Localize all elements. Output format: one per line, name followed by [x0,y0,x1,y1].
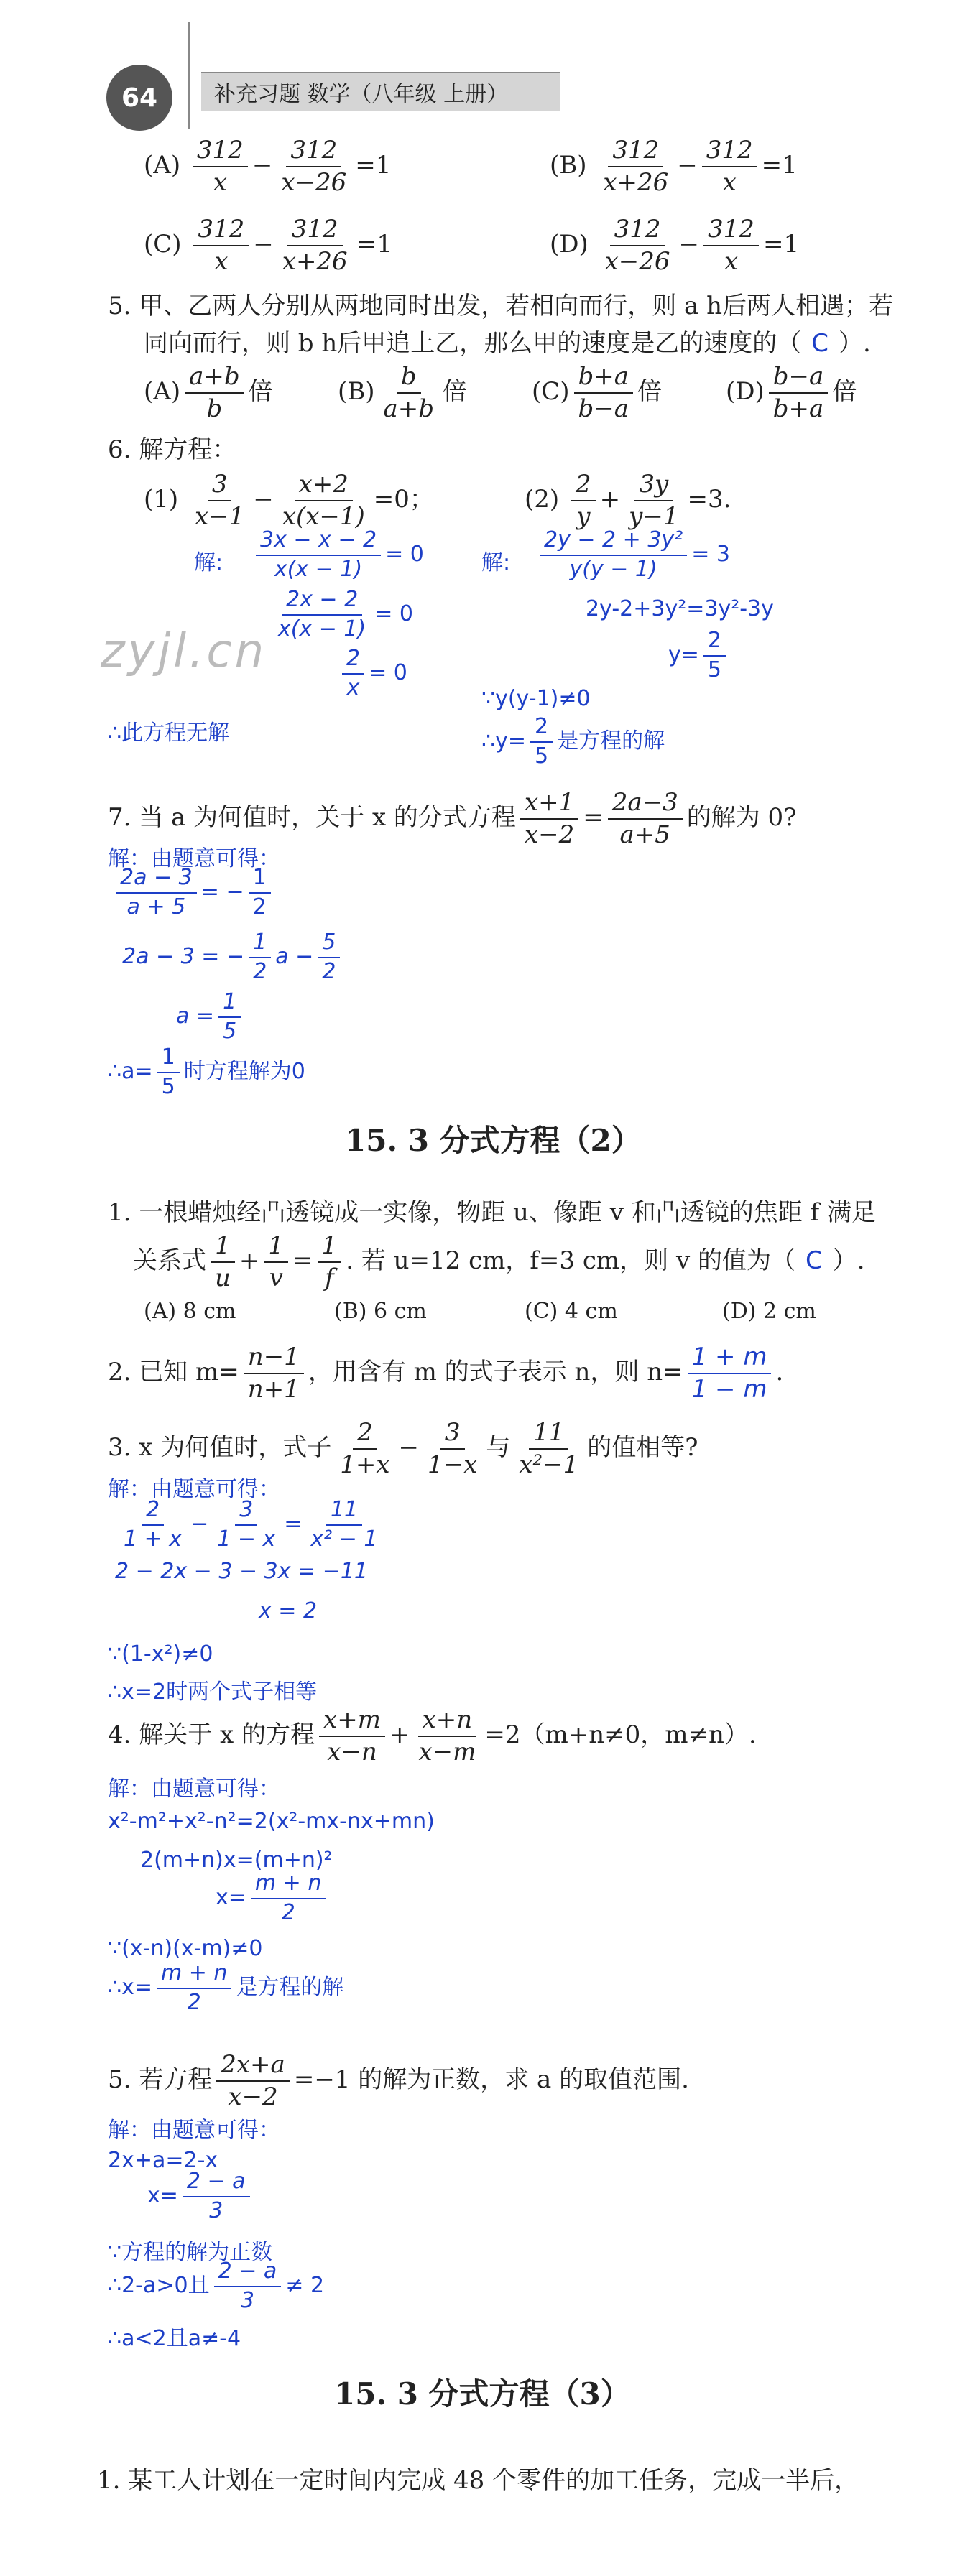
s2-q1-line1: 1. 一根蜡烛经凸透镜成一实像，物距 u、像距 v 和凸透镜的焦距 f 满足 [108,1198,876,1227]
s2-q5-step4: ∴2-a>0且 $\frac{2 - a}{3}$ ≠ 2 [108,2258,325,2313]
q6-s2-jie: 解: [481,550,511,575]
s2-q2: 2. 已知 m= $\frac{n-1}{n+1}$ ，用含有 m 的式子表示 n，则 n= $\frac{1 + m}{1 - m}$ . [108,1343,784,1404]
s2-q3-step3: x = 2 [259,1598,318,1623]
s2-q4-step3: x= $\frac{m + n}{2}$ [216,1871,330,1925]
s2-q3-jie: 解：由题意可得： [108,1477,280,1502]
q5-line2: 同向而行，则 b h后甲追上乙，那么甲的速度是乙的速度的（ C ）. [144,329,871,358]
q4-option-a: (A) $\frac{312}{x}$ − $\frac{312}{x-26}$ =1 [144,136,392,198]
q5-line1: 5. 甲、乙两人分别从两地同时出发，若相向而行，则 a h后两人相遇；若 [108,292,894,320]
q6-part1: (1) $\frac{3}{x-1}$ − $\frac{x+2}{x(x-1)}$ =0； [144,470,434,532]
s2-q5-step2: x= $\frac{2 - a}{3}$ [147,2169,254,2223]
s2-q5-because: ∵方程的解为正数 [108,2240,273,2265]
q5-option-a: (A) $\frac{a+b}{b}$ 倍 [144,362,273,424]
q5-option-d: (D) $\frac{b-a}{b+a}$ 倍 [726,362,857,424]
q6-title: 6. 解方程： [108,435,237,464]
s2-q1-option-c: (C) 4 cm [525,1299,618,1324]
s2-q4-because: ∵(x-n)(x-m)≠0 [108,1936,263,1961]
q7-step3: a = $\frac{1}{5}$ [176,990,245,1044]
q6-s2-step1: $\frac{\text{2y − 2 + 3y²}}{y(y - 1)}$ = 3 [535,528,730,582]
s2-q4-jie: 解：由题意可得： [108,1776,280,1802]
section-title-2: 15. 3 分式方程（2） [345,1123,642,1158]
s2-q3-step1: $\frac{2}{1 + x}$ − $\frac{3}{1 - x}$ = $\frac{11}{\text{x² − 1}}$ [124,1497,378,1552]
s2-q5-step1: 2x+a=2-x [108,2148,218,2173]
section-title-3: 15. 3 分式方程（3） [334,2376,631,2411]
q6-s2-step2: 2y-2+3y²=3y²-3y [586,596,774,621]
q6-s1-jie: 解: [194,550,223,575]
s2-q5-conclusion: ∴a<2且a≠-4 [108,2326,241,2351]
s2-q3-conclusion: ∴x=2时两个式子相等 [108,1680,318,1705]
s2-q5-question: 5. 若方程 $\frac{2x+a}{x-2}$ =−1 的解为正数，求 a 的取值范围. [108,2050,689,2112]
header-title: 补充习题 数学（八年级 上册） [201,72,560,111]
q6-s2-because: ∵y(y-1)≠0 [481,686,591,711]
s2-q5-jie: 解：由题意可得： [108,2118,280,2143]
s2-q3-question: 3. x 为何值时，式子 $\frac{2}{1+x}$ − $\frac{3}{1-x}$ 与 $\frac{11}{\text{x²−1}}$ 的值相等? [108,1418,698,1480]
s2-q1-option-a: (A) 8 cm [144,1299,236,1324]
q7-jie: 解：由题意可得： [108,846,280,871]
s2-q4-conclusion: ∴x= $\frac{m + n}{2}$ 是方程的解 [108,1960,344,2015]
s2-q4-step2: 2(m+n)x=(m+n)² [140,1848,333,1873]
s2-q1-line2: 关系式 $\frac{1}{u}$ + $\frac{1}{v}$ = $\frac{1}{f}$ . 若 u=12 cm，f=3 cm，则 v 的值为（ C ）. [133,1231,865,1293]
q5-option-c: (C) $\frac{b+a}{b-a}$ 倍 [532,362,663,424]
q7-step2: 2a − 3 = − $\frac{1}{2}$ a − $\frac{5}{2}$ [122,930,344,984]
q4-option-c: (C) $\frac{312}{x}$ − $\frac{312}{x+26}$ =1 [144,215,392,277]
q5-option-b: (B) $\frac{b}{a+b}$ 倍 [338,362,468,424]
q7-conclusion: ∴a= $\frac{1}{5}$ 时方程解为0 [108,1044,305,1099]
s2-q1-option-b: (B) 6 cm [334,1299,427,1324]
s2-q3-step2: 2 − 2x − 3 − 3x = −11 [115,1559,369,1584]
q7-question: 7. 当 a 为何值时，关于 x 的分式方程 $\frac{x+1}{x-2}$ = $\frac{2a-3}{a+5}$ 的解为 0? [108,788,797,850]
q6-s1-step3: $\frac{2}{x}$ = 0 [338,647,407,700]
header-rule [188,22,190,129]
s2-q3-because: ∵(1-x²)≠0 [108,1641,213,1667]
q7-step1: $\frac{2a - 3}{a + 5}$ = − $\frac{1}{2}$ [111,866,275,919]
q6-s1-step2: $\frac{2x - 2}{x(x - 1)}$ = 0 [278,587,413,641]
s2-q1-answer: C [805,1246,823,1276]
s3-q1: 1. 某工人计划在一定时间内完成 48 个零件的加工任务，完成一半后， [97,2466,859,2495]
q4-option-b: (B) $\frac{312}{x+26}$ − $\frac{312}{x}$ =1 [550,136,798,198]
q6-part2: (2) $\frac{2}{y}$ + $\frac{3y}{y-1}$ =3. [525,470,731,532]
s2-q4-question: 4. 解关于 x 的方程 $\frac{x+m}{x-n}$ + $\frac{x+n}{x-m}$ =2（m+n≠0，m≠n）. [108,1705,757,1767]
watermark: zyjl.cn [101,625,267,678]
q6-s2-conclusion: ∴y= $\frac{2}{5}$ 是方程的解 [481,714,665,769]
q6-s2-step3: y= $\frac{2}{5}$ [668,629,730,682]
q5-answer: C [811,329,829,358]
q6-s1-step1: $\frac{3x - x - 2}{x(x - 1)}$ = 0 [251,528,424,582]
s2-q4-step1: x²-m²+x²-n²=2(x²-mx-nx+mn) [108,1809,435,1834]
s2-q1-option-d: (D) 2 cm [722,1299,816,1324]
q4-option-d: (D) $\frac{312}{x-26}$ − $\frac{312}{x}$ =1 [550,215,800,277]
page-number: 64 [106,65,172,131]
q6-s1-conclusion: ∴此方程无解 [108,721,230,746]
